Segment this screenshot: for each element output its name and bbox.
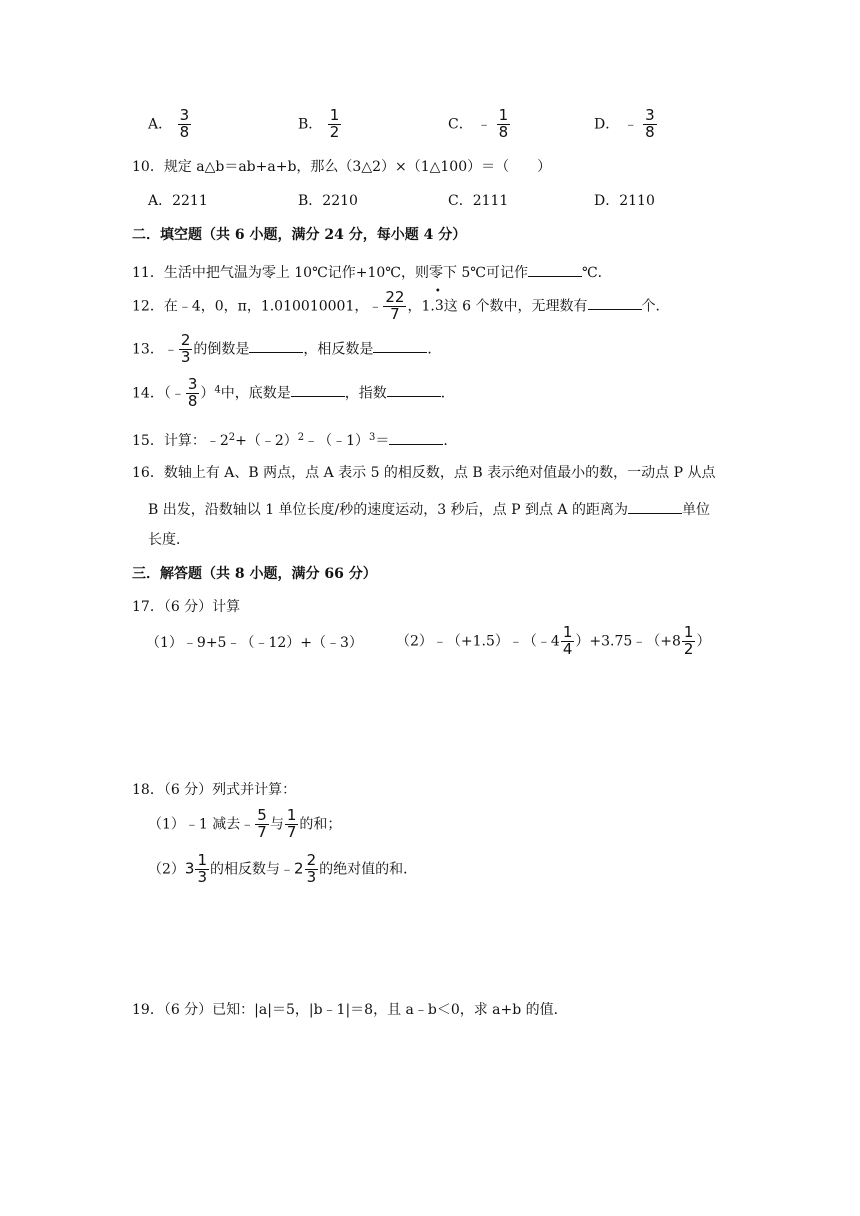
- denominator: 2: [683, 639, 694, 658]
- numerator: 22: [385, 288, 405, 306]
- question-13: [132, 333, 441, 366]
- denominator: 8: [179, 122, 190, 141]
- exponent: 3: [369, 432, 376, 443]
- denominator: 4: [562, 639, 573, 658]
- answer-blank: [291, 382, 345, 397]
- q9-option-a: [148, 108, 192, 141]
- denominator: 3: [180, 347, 191, 366]
- question-17-part-2: [396, 625, 710, 658]
- numerator: 1: [329, 106, 340, 124]
- minus-sign: ﹣: [280, 861, 295, 878]
- option-label: C．: [448, 116, 473, 133]
- q12-text: 12．在﹣4，0，π，1.010010001，﹣: [132, 298, 383, 315]
- fraction: [643, 108, 657, 141]
- numerator: 3: [179, 106, 190, 124]
- fraction: [497, 108, 511, 141]
- exponent: 4: [214, 384, 221, 396]
- denominator: 2: [329, 122, 340, 141]
- minus-sign: ﹣: [163, 341, 178, 358]
- q9-option-d: [594, 108, 658, 141]
- denominator: 8: [645, 122, 655, 141]
- q16-text: B 出发，沿数轴以 1 单位长度/秒的速度运动，3 秒后，点 P 到点 A 的距离为: [148, 502, 628, 518]
- q11-unit: ℃．: [581, 265, 612, 281]
- fraction: [305, 853, 319, 886]
- q11-text: 11．生活中把气温为零上 10℃记作+10℃，则零下 5℃可记作: [132, 265, 528, 281]
- q10-option-d: D．2110: [594, 193, 655, 209]
- question-17-part-1: （1）﹣9+5﹣（﹣12）+（﹣3）: [146, 635, 363, 651]
- q13-number: 13．: [132, 341, 164, 358]
- numerator: 1: [498, 106, 509, 124]
- question-17-title: 17．（6 分）计算: [132, 599, 241, 615]
- q13-text: 的倒数是: [193, 341, 250, 358]
- q14-text: ，指数: [344, 385, 387, 402]
- fraction: [255, 808, 269, 841]
- answer-blank: [588, 295, 642, 310]
- minus-sign: ﹣: [477, 116, 492, 133]
- numerator: 3: [645, 106, 655, 124]
- question-10: 10．规定 a△b＝ab+a+b，那么（3△2）×（1△100）＝（ ）: [132, 159, 552, 175]
- whole-number: 2: [294, 859, 304, 878]
- q14-text: 14．（: [132, 385, 171, 402]
- numerator: 2: [180, 331, 191, 349]
- whole-number: 3: [184, 859, 195, 878]
- q18-text: 的相反数与: [210, 861, 281, 878]
- denominator: 3: [197, 867, 208, 886]
- fraction: [195, 853, 209, 886]
- q15-text: ．: [443, 433, 458, 449]
- answer-blank: [373, 338, 427, 353]
- question-12: [132, 290, 670, 323]
- numerator: 5: [257, 806, 267, 824]
- q15-text: +（﹣2）: [235, 433, 298, 449]
- q12-text: 这 6 个数中，无理数有: [443, 298, 588, 315]
- fraction: [285, 808, 299, 841]
- question-18-part-2: [148, 853, 417, 886]
- q12-text: 个．: [641, 298, 670, 315]
- option-label: A．: [148, 116, 173, 133]
- q9-option-c: [448, 108, 511, 141]
- q10-option-a: A．2211: [148, 193, 208, 209]
- question-11: [132, 262, 612, 280]
- minus-sign: ﹣: [170, 385, 185, 402]
- minus-sign: ﹣: [240, 816, 255, 833]
- question-19: 19．（6 分）已知：|a|＝5，|b﹣1|＝8，且 a﹣b＜0，求 a+b 的值．: [132, 1002, 568, 1018]
- denominator: 8: [187, 391, 198, 410]
- fraction: [682, 625, 696, 658]
- answer-blank: [628, 499, 682, 514]
- q17-text: （2）﹣（+1.5）﹣（﹣4: [396, 633, 560, 650]
- numerator: 1: [197, 851, 208, 869]
- repeating-digit: • 3: [435, 299, 444, 313]
- fraction: [179, 333, 193, 366]
- q17-text: ）: [696, 633, 711, 650]
- fraction: [186, 377, 200, 410]
- exponent: 2: [228, 432, 236, 443]
- q18-text: （1）﹣1 减去: [148, 816, 241, 833]
- fraction: [383, 290, 406, 323]
- numerator: 1: [286, 806, 297, 824]
- fraction: [328, 108, 342, 141]
- question-14: [132, 377, 455, 410]
- question-16-line-3: 长度．: [148, 532, 190, 548]
- question-18-title: 18．（6 分）列式并计算：: [132, 782, 297, 798]
- numerator: 3: [187, 375, 198, 393]
- section-3-heading: 三．解答题（共 8 小题，满分 66 分）: [132, 566, 377, 582]
- answer-blank: [387, 382, 441, 397]
- numerator: 1: [562, 623, 573, 641]
- q12-text: ，1.: [407, 298, 435, 315]
- question-16-line-1: 16．数轴上有 A、B 两点，点 A 表示 5 的相反数，点 B 表示绝对值最小的数，一动点 P 从点: [132, 465, 716, 481]
- option-label: D．: [594, 116, 620, 133]
- denominator: 7: [390, 304, 400, 323]
- numerator: 2: [306, 851, 317, 869]
- option-label: B．: [298, 116, 323, 133]
- answer-blank: [249, 338, 303, 353]
- q17-text: ）+3.75﹣（+8: [575, 633, 681, 650]
- q15-text: ﹣（﹣1）: [304, 433, 370, 449]
- q15-text: 15．计算：﹣2: [132, 433, 229, 449]
- q10-option-b: B．2210: [298, 193, 358, 209]
- q13-text: ．: [427, 341, 442, 358]
- q16-text: 单位: [681, 502, 710, 518]
- denominator: 3: [306, 867, 317, 886]
- q18-text: 与: [269, 816, 284, 833]
- fraction: [178, 108, 192, 141]
- exponent: 2: [297, 432, 305, 443]
- q18-text: 的和；: [299, 816, 342, 833]
- q14-text: 中，底数是: [220, 385, 291, 402]
- q14-text: ．: [440, 385, 455, 402]
- q14-text: ）: [200, 385, 215, 402]
- q15-text: ＝: [375, 433, 390, 449]
- numerator: 1: [683, 623, 694, 641]
- fraction: [561, 625, 575, 658]
- question-16-line-2: [148, 499, 710, 517]
- q10-option-c: C．2111: [448, 193, 509, 209]
- minus-sign: ﹣: [623, 116, 638, 133]
- denominator: 7: [257, 822, 267, 841]
- denominator: 8: [498, 122, 509, 141]
- q18-text: （2）: [148, 861, 185, 878]
- q13-text: ，相反数是: [303, 341, 374, 358]
- answer-blank: [528, 262, 582, 277]
- question-18-part-1: [148, 808, 341, 841]
- section-2-heading: 二．填空题（共 6 小题，满分 24 分，每小题 4 分）: [132, 227, 467, 243]
- q18-text: 的绝对值的和．: [319, 861, 418, 878]
- q9-option-b: [298, 108, 342, 141]
- answer-blank: [389, 430, 443, 445]
- question-15: [132, 430, 457, 448]
- denominator: 7: [286, 822, 297, 841]
